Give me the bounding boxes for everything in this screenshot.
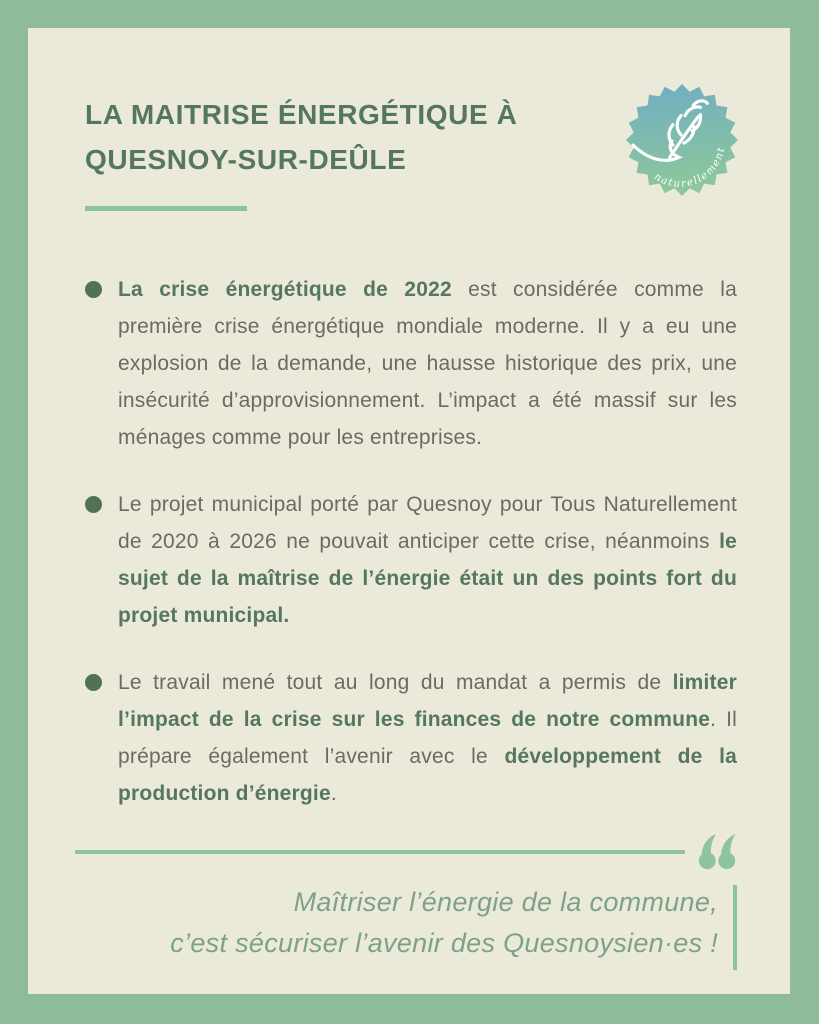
bullet1-body: est considérée comme la première crise énergétique mondiale moderne. Il y a eu une explosion de la demande, une hausse historique des prix, une insécurité d’approvisionnement. L’impact a été massif sur les ménages comme pour les entreprises.: [118, 278, 737, 449]
title-underline: [85, 206, 247, 211]
quote-line2: c’est sécuriser l’avenir des Quesnoysien·es !: [170, 928, 718, 958]
bullet2-body: Le projet municipal porté par Quesnoy pour Tous Naturellement de 2020 à 2026 ne pouvait anticiper cette crise, néanmoins: [118, 493, 737, 553]
bullet3-body-2: . Il prépare également l’avenir avec le: [118, 708, 737, 768]
vertical-divider: [733, 885, 737, 970]
badge-svg: [626, 84, 738, 196]
bullet3-highlight-1: limiter l’impact de la crise sur les finances de notre commune: [118, 671, 737, 731]
quote-line1: Maîtriser l’énergie de la commune,: [293, 887, 718, 917]
naturellement-badge: [626, 84, 738, 196]
bullet-item-3: [85, 664, 737, 812]
quote-block: [85, 882, 737, 970]
bullet3-body-3: .: [330, 782, 337, 805]
quote-text: [170, 882, 718, 964]
quote-divider-row: [75, 834, 737, 870]
bullet3-highlight-2: développement de la production d’énergie: [118, 745, 737, 805]
horizontal-divider: [75, 850, 685, 854]
bullet-list: [85, 271, 737, 812]
bullet1-highlight: La crise énergétique de 2022: [118, 278, 452, 301]
double-quote-icon: [698, 834, 737, 870]
page-title: [85, 92, 605, 182]
bullet-paragraph-3: [118, 664, 737, 812]
flyer-card: [28, 28, 790, 994]
page-title-line2: QUESNOY-SUR-DEÛLE: [85, 144, 407, 175]
bullet-dot-icon: [85, 496, 102, 513]
bullet3-body-1: Le travail mené tout au long du mandat a permis de: [118, 671, 673, 694]
bullet-dot-icon: [85, 674, 102, 691]
bullet2-highlight: le sujet de la maîtrise de l’énergie était un des points fort du projet municipal.: [118, 530, 737, 627]
bullet-item-1: [85, 271, 737, 456]
bullet-paragraph-1: [118, 271, 737, 456]
bullet-paragraph-2: [118, 486, 737, 634]
page-title-line1: LA MAITRISE ÉNERGÉTIQUE À: [85, 99, 518, 130]
bullet-item-2: [85, 486, 737, 634]
bullet-dot-icon: [85, 281, 102, 298]
badge-label: naturellement: [651, 145, 728, 190]
